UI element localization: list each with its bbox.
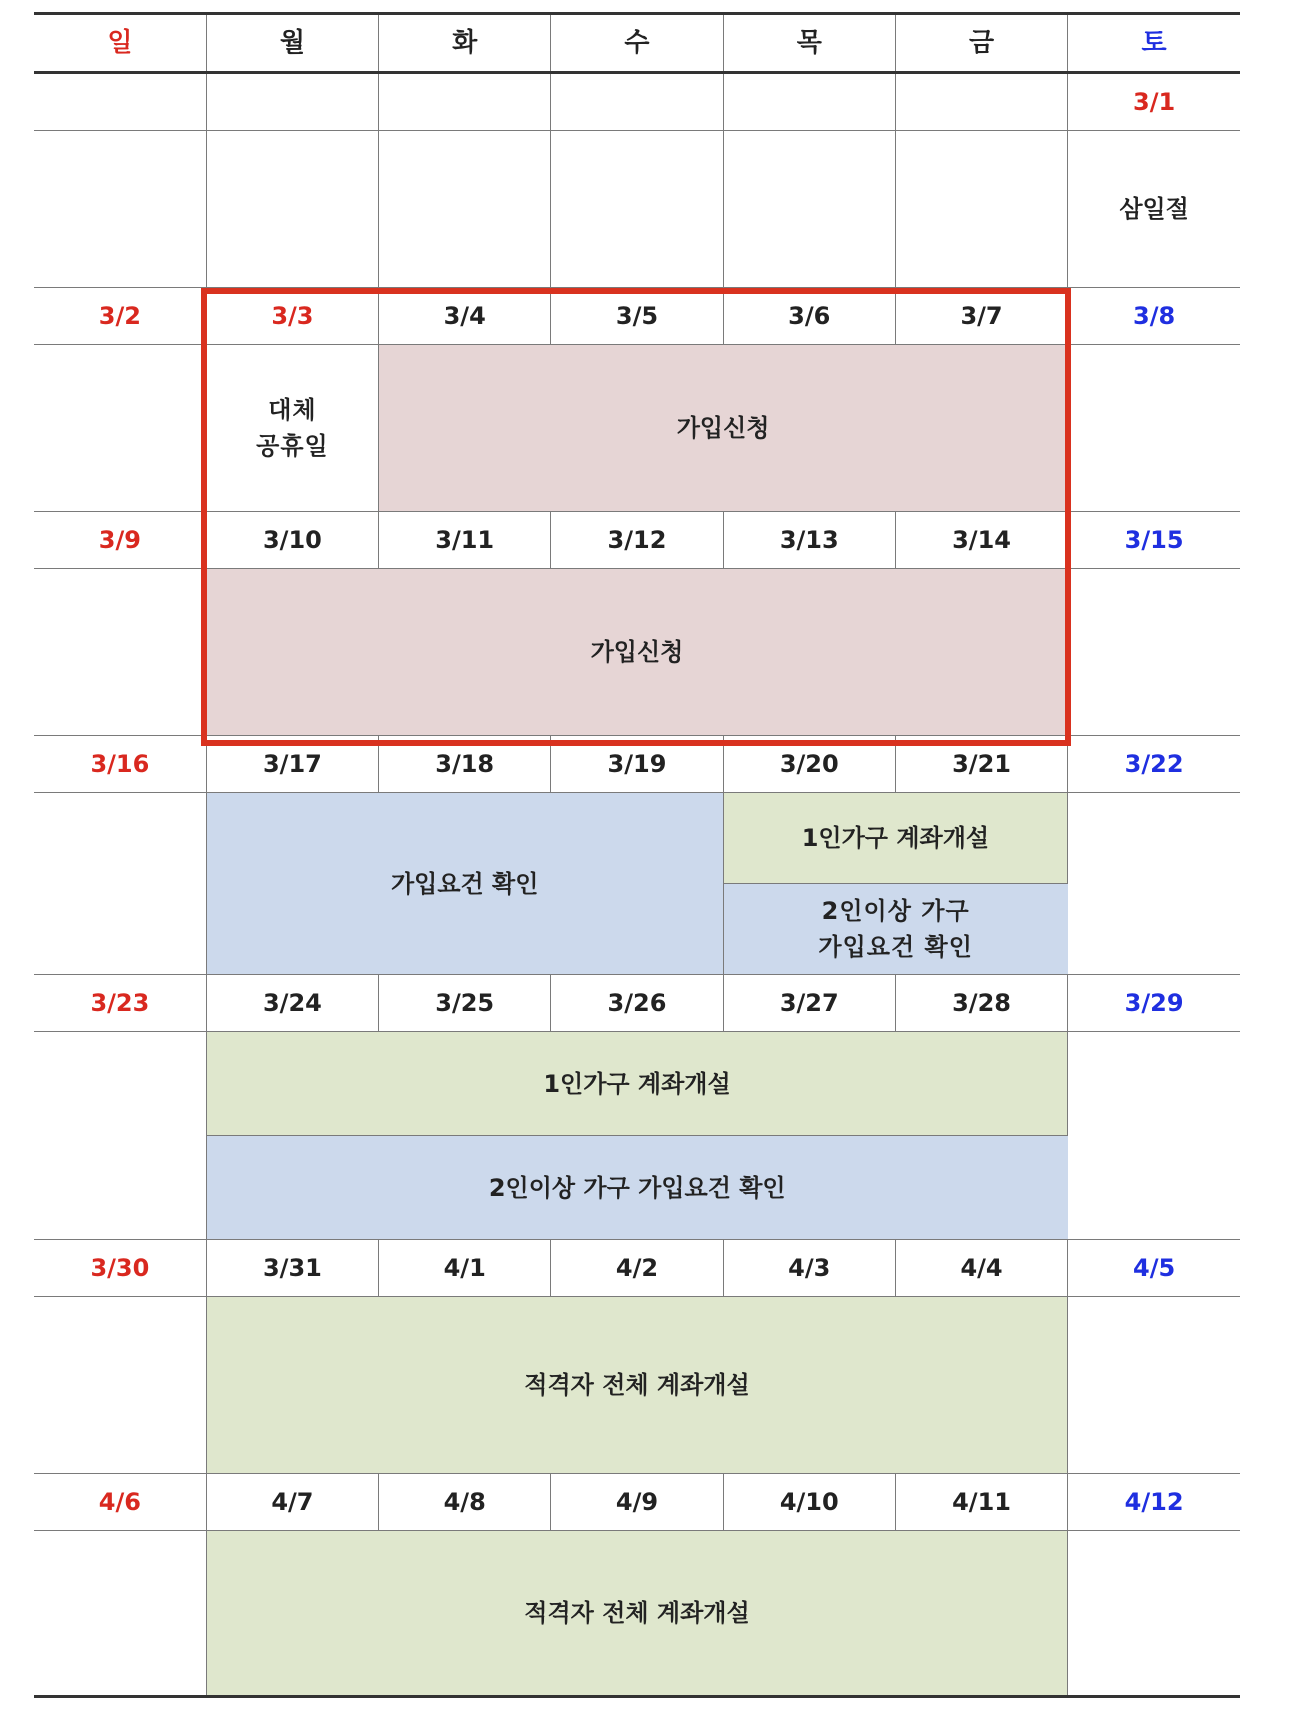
- substitute-holiday-line2: 공휴일: [256, 432, 329, 460]
- date-cell: 3/1: [1068, 73, 1240, 131]
- date-cell: 3/30: [34, 1240, 206, 1297]
- date-cell: 3/15: [1068, 512, 1240, 569]
- empty-cell: [34, 345, 206, 512]
- date-cell: 3/2: [34, 288, 206, 345]
- date-cell: 3/31: [206, 1240, 378, 1297]
- week5-date-row: [34, 975, 1240, 1032]
- week1-event-row: [34, 131, 1240, 288]
- week4-event-row-a: [34, 793, 1240, 884]
- weekday-thu: 목: [723, 14, 895, 73]
- signup-event-week2: 가입신청: [379, 345, 1068, 512]
- date-cell: 3/9: [34, 512, 206, 569]
- all-eligible-account-event: 적격자 전체 계좌개설: [206, 1297, 1067, 1474]
- week7-date-row: [34, 1474, 1240, 1531]
- date-cell: 3/18: [379, 736, 551, 793]
- date-cell: 3/20: [723, 736, 895, 793]
- date-cell: 3/25: [379, 975, 551, 1032]
- weekday-sat: 토: [1068, 14, 1240, 73]
- empty-cell: [723, 131, 895, 288]
- date-cell: 4/10: [723, 1474, 895, 1531]
- date-cell: 4/1: [379, 1240, 551, 1297]
- date-cell: 3/23: [34, 975, 206, 1032]
- multi-household-eligibility-event: 2인이상 가구 가입요건 확인: [206, 1136, 1067, 1240]
- signup-event-week3: 가입신청: [206, 569, 1067, 736]
- empty-cell: [1068, 1531, 1240, 1697]
- all-eligible-account-event: 적격자 전체 계좌개설: [206, 1531, 1067, 1697]
- date-cell: 4/6: [34, 1474, 206, 1531]
- date-cell: 3/17: [206, 736, 378, 793]
- date-cell: 3/10: [206, 512, 378, 569]
- date-cell: 3/5: [551, 288, 723, 345]
- empty-cell: [1068, 569, 1240, 736]
- empty-cell: [551, 131, 723, 288]
- date-cell: [895, 73, 1067, 131]
- weekday-sun: 일: [34, 14, 206, 73]
- date-cell: 3/22: [1068, 736, 1240, 793]
- week3-event-row: [34, 569, 1240, 736]
- date-cell: 3/14: [895, 512, 1067, 569]
- single-household-account-event: 1인가구 계좌개설: [206, 1032, 1067, 1136]
- date-cell: 3/16: [34, 736, 206, 793]
- date-cell: 4/8: [379, 1474, 551, 1531]
- week2-date-row: [34, 288, 1240, 345]
- date-cell: 3/11: [379, 512, 551, 569]
- date-cell: 3/12: [551, 512, 723, 569]
- eligibility-check-event: 가입요건 확인: [206, 793, 723, 975]
- week5-event-row-a: [34, 1032, 1240, 1136]
- date-cell: [206, 73, 378, 131]
- calendar-table: [34, 12, 1240, 1698]
- date-cell: [723, 73, 895, 131]
- calendar: [34, 12, 1240, 1698]
- weekday-mon: 월: [206, 14, 378, 73]
- date-cell: [551, 73, 723, 131]
- empty-cell: [379, 131, 551, 288]
- date-cell: 3/3: [206, 288, 378, 345]
- date-cell: 4/4: [895, 1240, 1067, 1297]
- empty-cell: [34, 569, 206, 736]
- single-household-account-event: 1인가구 계좌개설: [723, 793, 1068, 884]
- week4-date-row: [34, 736, 1240, 793]
- week1-date-row: [34, 73, 1240, 131]
- weekday-wed: 수: [551, 14, 723, 73]
- multi-household-eligibility-event: [723, 884, 1068, 975]
- empty-cell: [34, 1032, 206, 1240]
- empty-cell: [1068, 793, 1240, 975]
- multi-household-line2: 가입요건 확인: [818, 933, 973, 961]
- empty-cell: [1068, 1032, 1240, 1240]
- date-cell: 4/5: [1068, 1240, 1240, 1297]
- date-cell: 4/7: [206, 1474, 378, 1531]
- date-cell: 4/12: [1068, 1474, 1240, 1531]
- empty-cell: [34, 131, 206, 288]
- date-cell: 3/13: [723, 512, 895, 569]
- holiday-samiljeol: 삼일절: [1068, 131, 1240, 288]
- week5-event-row-b: [34, 1136, 1240, 1240]
- weekday-tue: 화: [379, 14, 551, 73]
- empty-cell: [1068, 1297, 1240, 1474]
- date-cell: [34, 73, 206, 131]
- date-cell: 3/24: [206, 975, 378, 1032]
- multi-household-line1: 2인이상 가구: [821, 897, 970, 925]
- date-cell: 3/7: [895, 288, 1067, 345]
- empty-cell: [895, 131, 1067, 288]
- week7-event-row: [34, 1531, 1240, 1697]
- date-cell: 3/28: [895, 975, 1067, 1032]
- empty-cell: [34, 793, 206, 975]
- date-cell: 4/3: [723, 1240, 895, 1297]
- weekday-header-row: [34, 14, 1240, 73]
- weekday-fri: 금: [895, 14, 1067, 73]
- date-cell: 4/11: [895, 1474, 1067, 1531]
- empty-cell: [34, 1531, 206, 1697]
- date-cell: 4/2: [551, 1240, 723, 1297]
- substitute-holiday-line1: 대체: [268, 396, 317, 424]
- week6-event-row: [34, 1297, 1240, 1474]
- date-cell: 3/8: [1068, 288, 1240, 345]
- date-cell: 3/19: [551, 736, 723, 793]
- substitute-holiday: [206, 345, 378, 512]
- date-cell: 3/27: [723, 975, 895, 1032]
- date-cell: 3/29: [1068, 975, 1240, 1032]
- empty-cell: [1068, 345, 1240, 512]
- date-cell: 3/4: [379, 288, 551, 345]
- empty-cell: [206, 131, 378, 288]
- week6-date-row: [34, 1240, 1240, 1297]
- week3-date-row: [34, 512, 1240, 569]
- date-cell: 3/26: [551, 975, 723, 1032]
- date-cell: [379, 73, 551, 131]
- date-cell: 3/21: [895, 736, 1067, 793]
- date-cell: 4/9: [551, 1474, 723, 1531]
- week2-event-row: [34, 345, 1240, 512]
- empty-cell: [34, 1297, 206, 1474]
- date-cell: 3/6: [723, 288, 895, 345]
